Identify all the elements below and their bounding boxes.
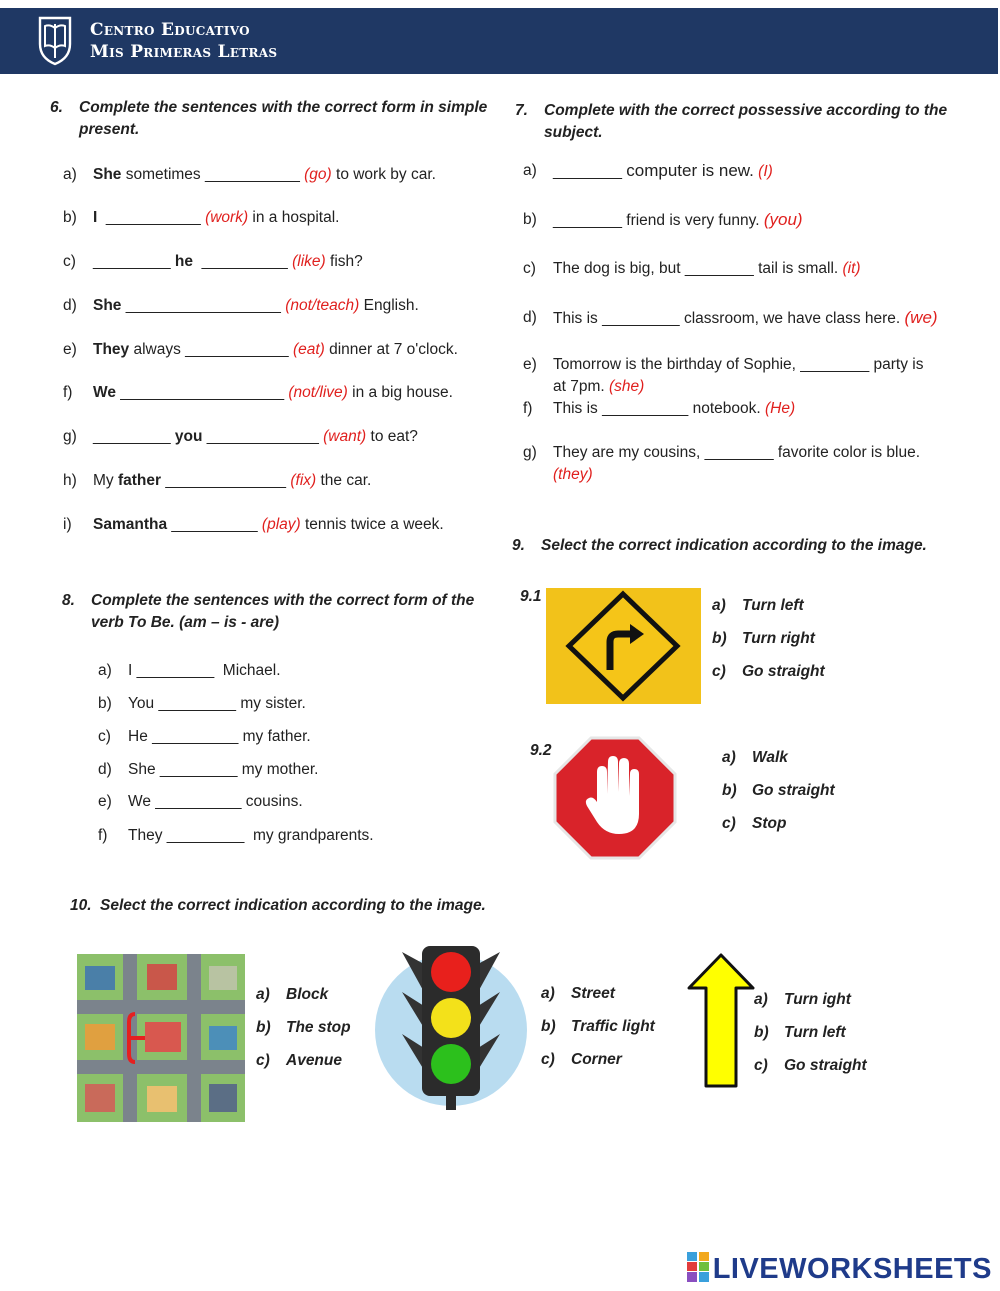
q8-item — [98, 759, 318, 781]
q7-item — [523, 354, 924, 398]
q8-item-text: We __________ cousins. — [128, 793, 303, 810]
q7-item-text: Tomorrow is the birthday of Sophie, ________ party is at 7pm. (she) — [553, 356, 924, 395]
q10-g2-option[interactable] — [541, 985, 615, 1003]
q9-2-label: 9.2 — [530, 742, 552, 759]
q6-item-label: i) — [63, 516, 72, 533]
q7-item — [523, 442, 920, 486]
q10-g2-option-letter: b) — [541, 1018, 556, 1035]
q9-title: Select the correct indication according to the image. — [541, 537, 927, 554]
q10-g2-option[interactable] — [541, 1051, 622, 1069]
q6-item — [63, 470, 371, 492]
q7-item-text: This is _________ classroom, we have class here. (we) — [553, 308, 938, 327]
q6-item-label: g) — [63, 428, 77, 445]
q9-2-option[interactable] — [722, 749, 788, 767]
q6-item-label: b) — [63, 209, 77, 226]
q10-g3-option-letter: c) — [754, 1057, 768, 1074]
q6-item-label: a) — [63, 166, 77, 183]
q8-item-text: You _________ my sister. — [128, 695, 306, 712]
q10-g3-option-text: Go straight — [784, 1057, 867, 1074]
q10-g3-option[interactable] — [754, 991, 851, 1009]
q10-g2-option-letter: a) — [541, 985, 555, 1002]
q6-number: 6. — [50, 99, 63, 116]
q7-item-label: b) — [523, 211, 537, 228]
q10-g2-option-text: Street — [571, 985, 615, 1002]
q9-1-option[interactable] — [712, 663, 825, 681]
q8-item-text: I _________ Michael. — [128, 662, 281, 679]
q7-item — [523, 209, 803, 232]
q7-item-label: g) — [523, 444, 537, 461]
q10-g1-option-text: Avenue — [286, 1052, 342, 1069]
q9-2-option-letter: b) — [722, 782, 737, 799]
q10-number: 10. — [70, 897, 92, 914]
q7-item-text: They are my cousins, ________ favorite color is blue. (they) — [553, 444, 921, 483]
q8-item-label: b) — [98, 695, 112, 712]
q6-item-text: She sometimes ___________ (go) to work by car. — [93, 166, 436, 183]
turn-right-sign-icon — [546, 588, 701, 704]
q8-number: 8. — [62, 592, 75, 609]
q9-2-option[interactable] — [722, 782, 835, 800]
q6-title: Complete the sentences with the correct form in simple present. — [79, 99, 488, 138]
q9-1-option[interactable] — [712, 597, 804, 615]
q9-1-option-text: Go straight — [742, 663, 825, 680]
q9-2-option[interactable] — [722, 815, 786, 833]
q8-item-text: She _________ my mother. — [128, 761, 319, 778]
q7-item-label: a) — [523, 162, 537, 179]
q7-item — [523, 307, 938, 330]
q7-item — [523, 160, 773, 183]
q6-item-text: She __________________ (not/teach) English. — [93, 297, 419, 314]
q9-1-option-letter: c) — [712, 663, 726, 680]
q7-item-text: This is __________ notebook. (He) — [553, 400, 796, 417]
q8-item — [98, 726, 311, 748]
q8-item-label: c) — [98, 728, 111, 745]
liveworksheets-footer — [687, 1252, 992, 1286]
q10-g2-option-text: Traffic light — [571, 1018, 655, 1035]
q9-2-option-text: Stop — [752, 815, 787, 832]
q8-item-label: d) — [98, 761, 112, 778]
q10-g2-option[interactable] — [541, 1018, 655, 1036]
q10-title: Select the correct indication according to the image. — [100, 897, 486, 914]
q7-item-text: ________ friend is very funny. (you) — [553, 210, 803, 229]
q8-item — [98, 791, 303, 813]
q7-item-label: e) — [523, 356, 537, 373]
q6-item-text: My father ______________ (fix) the car. — [93, 472, 372, 489]
liveworksheets-logo-icon — [687, 1252, 709, 1282]
q6-item-text: Samantha __________ (play) tennis twice a week. — [93, 516, 444, 533]
q9-number: 9. — [512, 537, 525, 554]
q8-item-label: a) — [98, 662, 112, 679]
q10-g1-option[interactable] — [256, 1019, 351, 1037]
q9-1-option-text: Turn right — [742, 630, 815, 647]
q10-g1-option-letter: a) — [256, 986, 270, 1003]
footer-brand: LIVEWORKSHEETS — [712, 1253, 992, 1285]
city-block-map-icon — [77, 954, 245, 1122]
q7-item-text: ________ computer is new. (I) — [553, 161, 773, 180]
q6-item — [63, 251, 363, 273]
q7-title-block — [515, 100, 960, 144]
traffic-light-icon — [372, 940, 530, 1112]
q10-g3-option-letter: a) — [754, 991, 768, 1008]
q9-1-option[interactable] — [712, 630, 815, 648]
q7-item-label: c) — [523, 260, 536, 277]
page-header — [0, 8, 998, 74]
q10-g1-option-letter: c) — [256, 1052, 270, 1069]
book-shield-logo-icon — [36, 14, 74, 66]
q10-g1-option[interactable] — [256, 986, 328, 1004]
q7-item-text: The dog is big, but ________ tail is small. (it) — [553, 260, 861, 277]
q7-item — [523, 258, 861, 280]
q6-item-text: We ___________________ (not/live) in a big house. — [93, 384, 453, 401]
q10-g3-option[interactable] — [754, 1024, 846, 1042]
q6-item — [63, 426, 418, 448]
stop-hand-sign-icon — [553, 736, 677, 860]
q8-item-text: He __________ my father. — [128, 728, 311, 745]
q10-g1-option-text: The stop — [286, 1019, 351, 1036]
q6-item — [63, 207, 339, 229]
q9-1-label: 9.1 — [520, 588, 542, 605]
q6-item-text: _________ he __________ (like) fish? — [93, 253, 363, 270]
q10-g3-option-text: Turn ight — [784, 991, 851, 1008]
q6-item — [63, 164, 436, 186]
q6-item — [63, 295, 419, 317]
q10-g1-option-letter: b) — [256, 1019, 271, 1036]
q7-item-label: f) — [523, 400, 533, 417]
q8-title-block — [62, 590, 492, 634]
q6-item-label: e) — [63, 341, 77, 358]
q9-2-option-letter: c) — [722, 815, 736, 832]
q7-item-label: d) — [523, 309, 537, 326]
q10-g1-option-text: Block — [286, 986, 329, 1003]
q6-item — [63, 339, 458, 361]
q8-item — [98, 693, 306, 715]
q6-item-text: _________ you _____________ (want) to eat? — [93, 428, 418, 445]
q9-1-option-letter: b) — [712, 630, 727, 647]
q7-title: Complete with the correct possessive according to the subject. — [544, 102, 948, 141]
q6-item-label: f) — [63, 384, 73, 401]
q6-title-block — [50, 97, 500, 141]
q9-2-option-letter: a) — [722, 749, 736, 766]
q10-title-block — [70, 895, 530, 917]
q7-number: 7. — [515, 102, 528, 119]
q8-item-label: e) — [98, 793, 112, 810]
q10-g3-option[interactable] — [754, 1057, 867, 1075]
q10-g3-option-text: Turn left — [784, 1024, 846, 1041]
q9-1-option-text: Turn left — [742, 597, 804, 614]
q10-g2-option-letter: c) — [541, 1051, 555, 1068]
q10-g2-option-text: Corner — [571, 1051, 622, 1068]
q9-2-option-text: Walk — [752, 749, 788, 766]
q9-1-option-letter: a) — [712, 597, 726, 614]
q8-item-text: They _________ my grandparents. — [128, 827, 374, 844]
q6-item-label: h) — [63, 472, 77, 489]
school-name-line1: Centro Educativo — [90, 20, 250, 40]
q10-g3-option-letter: b) — [754, 1024, 769, 1041]
q6-item — [63, 514, 444, 536]
q7-item — [523, 398, 795, 420]
up-arrow-icon — [686, 952, 756, 1090]
q9-title-block — [512, 535, 972, 557]
school-name-line2: Mis Primeras Letras — [90, 42, 278, 62]
q6-item-label: c) — [63, 253, 76, 270]
q8-item — [98, 825, 374, 847]
q8-item-label: f) — [98, 827, 108, 844]
q6-item — [63, 382, 453, 404]
q6-item-label: d) — [63, 297, 77, 314]
q9-2-option-text: Go straight — [752, 782, 835, 799]
q8-title: Complete the sentences with the correct form of the verb To Be. (am – is - are) — [91, 592, 475, 631]
q6-item-text: They always ____________ (eat) dinner at 7 o'clock. — [93, 341, 458, 358]
q10-g1-option[interactable] — [256, 1052, 342, 1070]
q8-item — [98, 660, 281, 682]
q6-item-text: I ___________ (work) in a hospital. — [93, 209, 340, 226]
